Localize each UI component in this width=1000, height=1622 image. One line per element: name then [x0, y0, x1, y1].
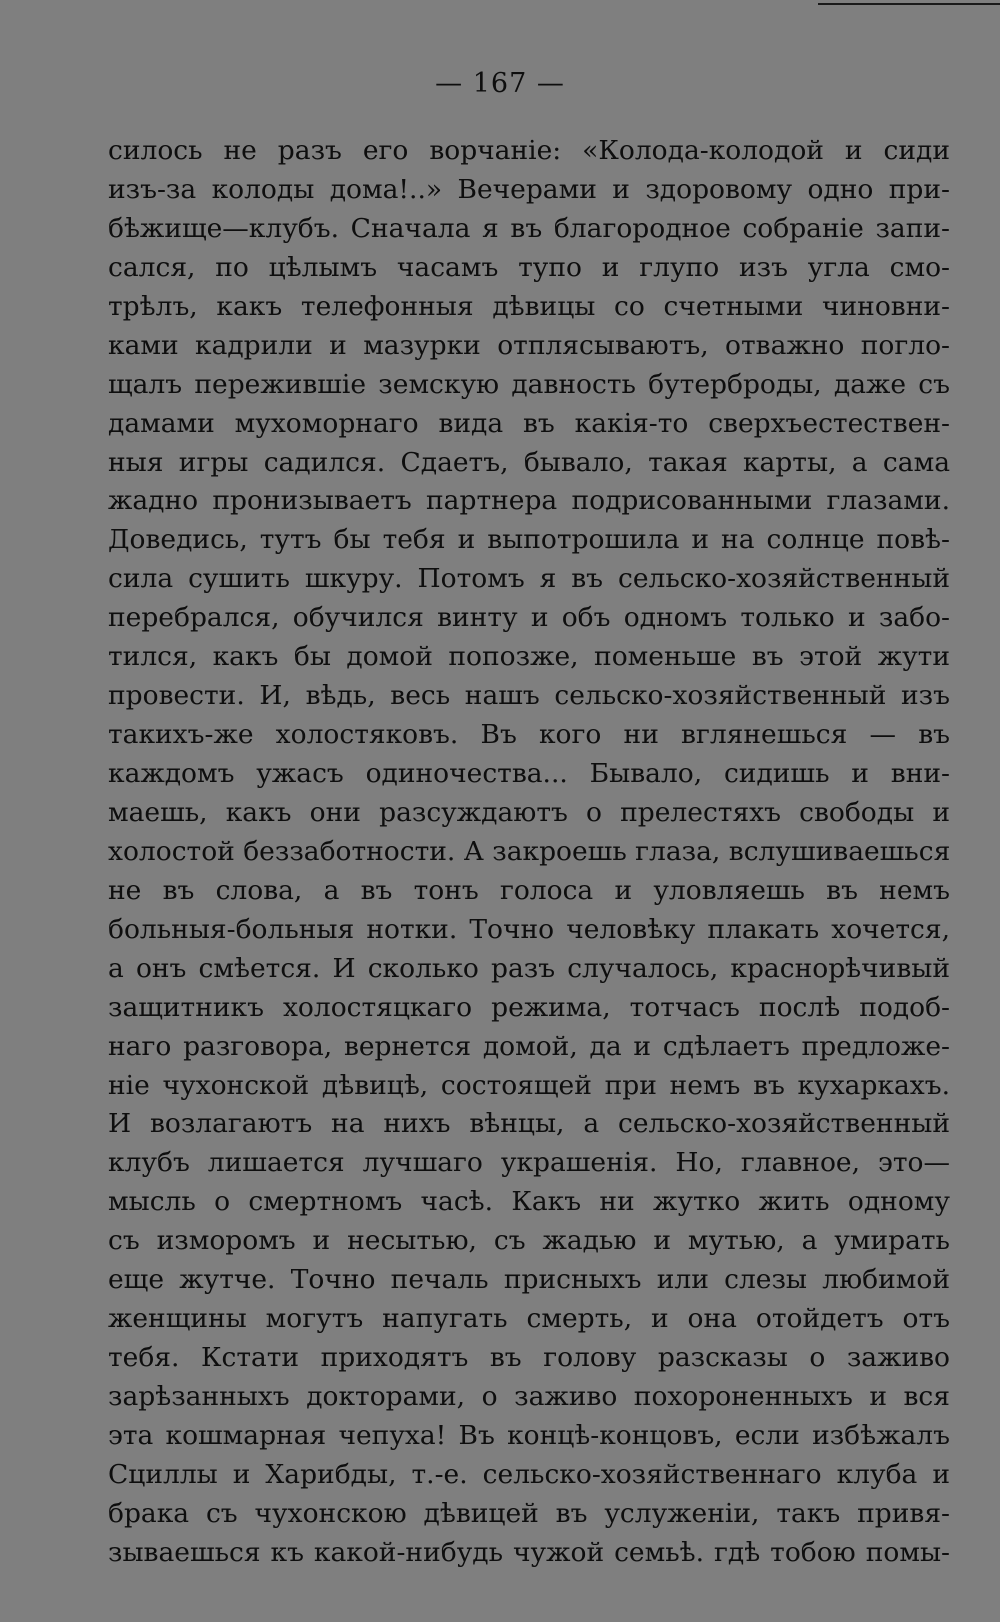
text-line: не въ слова, а въ тонъ голоса и уловляешь въ немъ — [108, 874, 950, 906]
page-number: — 167 — — [435, 68, 565, 99]
text-line: перебрался, обучился винту и объ одномъ только и забо- — [108, 602, 950, 634]
text-line: ніе чухонской дѣвицѣ, состоящей при немъ въ кухаркахъ. — [108, 1069, 950, 1101]
text-line: женщины могутъ напугать смерть, и она отойдетъ отъ — [108, 1303, 950, 1335]
text-line: а онъ смѣется. И сколько разъ случалось, краснорѣчивый — [108, 952, 950, 984]
text-line: наго разговора, вернется домой, да и сдѣлаетъ предложе- — [108, 1030, 950, 1062]
text-line: провести. И, вѣдь, весь нашъ сельско-хозяйственный изъ — [108, 680, 950, 712]
text-line: еще жутче. Точно печаль присныхъ или слезы любимой — [108, 1264, 950, 1296]
text-line: эта кошмарная чепуха! Въ концѣ-концовъ, если избѣжалъ — [108, 1419, 950, 1451]
text-line: съ изморомъ и несытью, съ жадью и мутью, а умирать — [108, 1225, 950, 1257]
text-line: бѣжище—клубъ. Сначала я въ благородное собраніе запи- — [108, 212, 950, 244]
text-line: холостой беззаботности. А закроешь глаза, вслушиваешься — [108, 835, 950, 867]
text-line: ныя игры садился. Сдаетъ, бывало, такая карты, а сама — [108, 446, 950, 478]
text-line: клубъ лишается лучшаго украшенія. Но, главное, это— — [108, 1147, 950, 1179]
text-line: мысль о смертномъ часѣ. Какъ ни жутко жить одному — [108, 1186, 950, 1218]
text-line: такихъ-же холостяковъ. Въ кого ни вглянешься — въ — [108, 719, 950, 751]
text-line: сила сушить шкуру. Потомъ я въ сельско-хозяйственный — [108, 563, 950, 595]
top-edge-rule — [818, 3, 1000, 5]
text-line: изъ-за колоды дома!..» Вечерами и здоровому одно при- — [108, 173, 950, 205]
text-line: трѣлъ, какъ телефонныя дѣвицы со счетными чиновни- — [108, 290, 950, 322]
text-line: сался, по цѣлымъ часамъ тупо и глупо изъ угла смо- — [108, 251, 950, 283]
text-line: силось не разъ его ворчаніе: «Колода-колодой и сиди — [108, 135, 950, 166]
text-line: больныя-больныя нотки. Точно человѣку плакать хочется, — [108, 913, 950, 945]
page-text — [108, 132, 950, 1573]
text-line: зарѣзанныхъ докторами, о заживо похороненныхъ и вся — [108, 1381, 950, 1412]
text-line: щалъ пережившіе земскую давность бутерброды, даже съ — [108, 368, 950, 400]
text-line: жадно пронизываетъ партнера подрисованными глазами. — [108, 485, 950, 517]
text-line: ками кадрили и мазурки отплясываютъ, отважно погло- — [108, 329, 950, 361]
text-line: И возлагаютъ на нихъ вѣнцы, а сельско-хозяйственный — [108, 1108, 950, 1140]
text-line: каждомъ ужасъ одиночества... Бывало, сидишь и вни- — [108, 758, 950, 789]
text-line: Доведись, тутъ бы тебя и выпотрошила и на солнце повѣ- — [108, 524, 950, 556]
text-line: тился, какъ бы домой попозже, поменьше въ этой жути — [108, 641, 950, 673]
text-line: Сциллы и Харибды, т.-е. сельско-хозяйственнаго клуба и — [108, 1458, 950, 1490]
text-line: защитникъ холостяцкаго режима, тотчасъ послѣ подоб- — [108, 991, 950, 1023]
text-line: дамами мухоморнаго вида въ какія-то сверхъестествен- — [108, 407, 950, 439]
text-line: зываешься къ какой-нибудь чужой семьѣ. гдѣ тобою помы- — [108, 1536, 950, 1568]
text-line: маешь, какъ они разсуждаютъ о прелестяхъ свободы и — [108, 796, 950, 828]
text-line: тебя. Кстати приходятъ въ голову разсказы о заживо — [108, 1342, 950, 1374]
text-line: брака съ чухонскою дѣвицей въ услуженіи, такъ привя- — [108, 1497, 950, 1529]
